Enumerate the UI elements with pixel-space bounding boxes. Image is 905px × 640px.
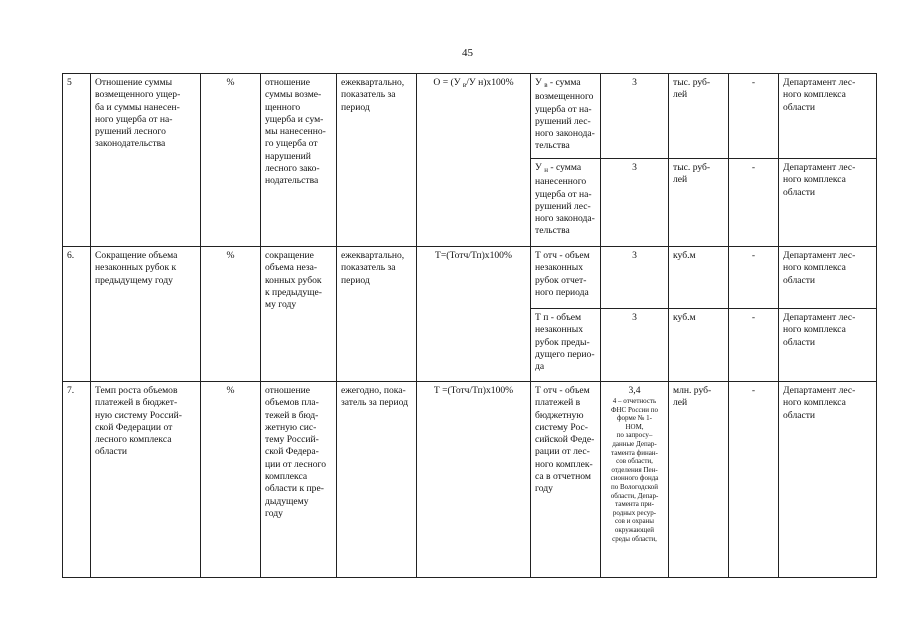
dash-cell: - [729, 159, 779, 247]
data-source: 3 [601, 74, 669, 159]
indicator-formula: Т =(Тотч/Тп)х100% [417, 382, 531, 578]
table-row [63, 382, 877, 578]
row-number: 7. [63, 382, 91, 578]
indicator-unit: % [201, 247, 261, 382]
variable-description: У $_н$ - сумма нанесенного ущерба от на- рушений лес- ного законода- тельства [531, 159, 601, 247]
variable-unit: млн. руб- лей [669, 382, 729, 578]
indicator-unit: % [201, 382, 261, 578]
indicator-formula: О = (У $_в$/У н)х100% [417, 74, 531, 247]
data-source-note: 4 – отчетность ФНС России по форме № 1- НОМ, по запросу– данные Депар- тамента финан- сов области, отделения Пен- сионного фонда по Вологодской области, Депар- тамента при- родных ресур- сов и охраны окружающей среды области, [610, 397, 659, 543]
dash-cell: - [729, 247, 779, 309]
row-number: 6. [63, 247, 91, 382]
indicator-period: ежеквартально, показатель за период [337, 74, 417, 247]
data-source: 3 [601, 159, 669, 247]
indicator-definition: отношение суммы возме- щенного ущерба и сум- мы нанесенно- го ущерба от нарушений лесного зако- нодательства [261, 74, 337, 247]
dash-cell: - [729, 382, 779, 578]
variable-unit: тыс. руб- лей [669, 159, 729, 247]
data-source-code: 3,4 [628, 385, 641, 396]
data-source: 3 [601, 309, 669, 382]
data-source: 3 [601, 247, 669, 309]
variable-description: Т отч - объем незаконных рубок отчет- ного периода [531, 247, 601, 309]
responsible-department: Департамент лес- ного комплекса области [779, 247, 877, 309]
variable-unit: куб.м [669, 309, 729, 382]
indicator-formula: Т=(Тотч/Тп)х100% [417, 247, 531, 382]
row-number: 5 [63, 74, 91, 247]
indicator-definition: сокращение объема неза- конных рубок к предыдуще- му году [261, 247, 337, 382]
variable-description: Т п - объем незаконных рубок преды- дущего перио- да [531, 309, 601, 382]
variable-unit: куб.м [669, 247, 729, 309]
responsible-department: Департамент лес- ного комплекса области [779, 74, 877, 159]
data-source [601, 382, 669, 578]
responsible-department: Департамент лес- ного комплекса области [779, 159, 877, 247]
indicators-table [62, 73, 877, 578]
indicator-name: Сокращение объема незаконных рубок к предыдущему году [91, 247, 201, 382]
responsible-department: Департамент лес- ного комплекса области [779, 309, 877, 382]
variable-unit: тыс. руб- лей [669, 74, 729, 159]
indicator-unit: % [201, 74, 261, 247]
indicator-name: Отношение суммы возмещенного ущер- ба и суммы нанесен- ного ущерба от на- рушений лесного законодательства [91, 74, 201, 247]
indicator-name: Темп роста объемов платежей в бюджет- ную систему Россий- ской Федерации от лесного комплекса области [91, 382, 201, 578]
indicator-period: ежеквартально, показатель за период [337, 247, 417, 382]
page-number: 45 [462, 47, 473, 59]
variable-description: У $_в$ - сумма возмещенного ущерба от на- рушений лес- ного законода- тельства [531, 74, 601, 159]
variable-description: Т отч - объем платежей в бюджетную систему Рос- сийской Феде- рации от лес- ного комплек- са в отчетном году [531, 382, 601, 578]
table-row [63, 247, 877, 309]
indicator-definition: отношение объемов пла- тежей в бюд- жетную сис- тему Россий- ской Федера- ции от лесного комплекса области к пре- дыдущему году [261, 382, 337, 578]
responsible-department: Департамент лес- ного комплекса области [779, 382, 877, 578]
table-row [63, 74, 877, 159]
indicator-period: ежегодно, пока- затель за период [337, 382, 417, 578]
dash-cell: - [729, 309, 779, 382]
dash-cell: - [729, 74, 779, 159]
